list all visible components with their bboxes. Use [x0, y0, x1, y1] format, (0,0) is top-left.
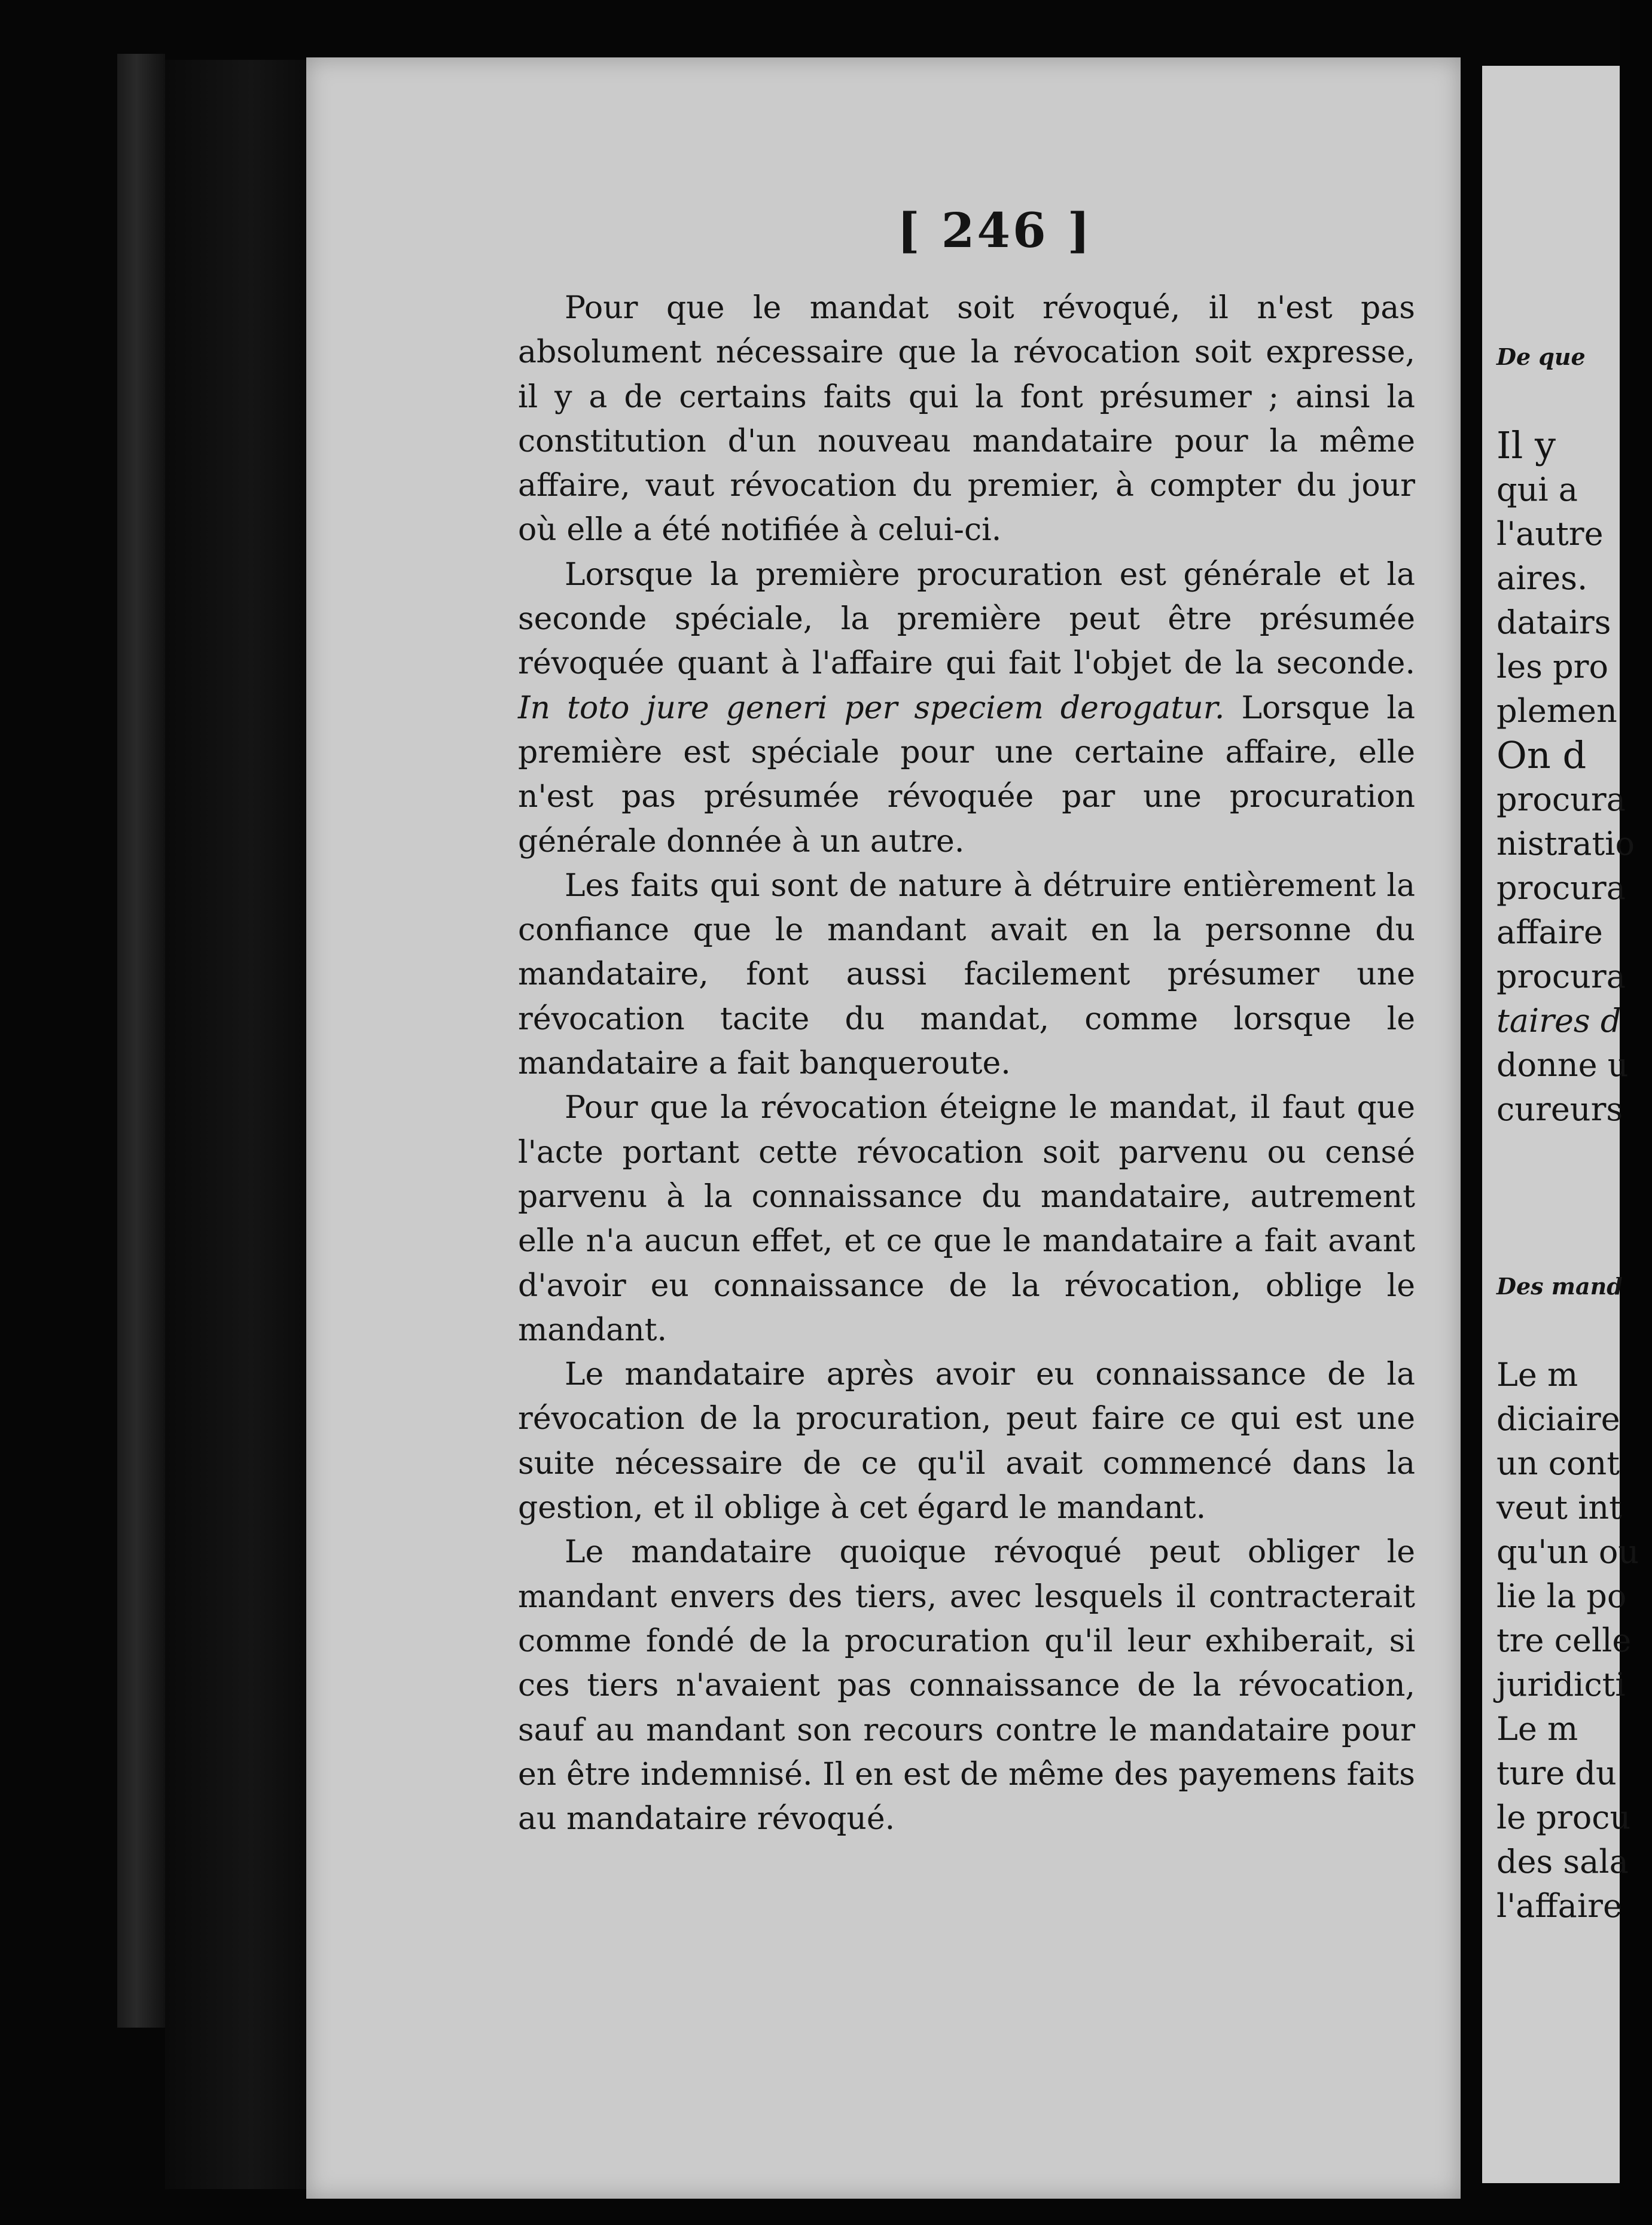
- facing-line: aires.: [1496, 559, 1588, 597]
- facing-line: Il y: [1496, 423, 1556, 467]
- paragraph-2-text-after: Lorsque la première est spéciale pour une certaine affaire, elle n'est pas présumée révoquée par une procuration générale donnée à un autre.: [518, 690, 1415, 859]
- facing-line: [1496, 1220, 1652, 1264]
- facing-line: cureurs: [1496, 1090, 1623, 1128]
- facing-line: nistratio: [1496, 825, 1635, 862]
- facing-line: [1496, 1132, 1652, 1176]
- facing-line: plemen: [1496, 692, 1617, 730]
- facing-line: Des mand: [1496, 1273, 1623, 1300]
- paragraph-1: Pour que le mandat soit révoqué, il n'est pas absolument nécessaire que la révocation soit expresse, il y a de certains faits qui la font présumer ; ainsi la constitution d'un nouveau mandataire pour la même affaire, vaut révocation du premier, à compter du jour où elle a été notifiée à celui-ci.: [518, 290, 1415, 548]
- paragraph-2: [518, 553, 1415, 864]
- facing-line: un cont: [1496, 1444, 1620, 1482]
- facing-line: le procu: [1496, 1799, 1631, 1836]
- facing-line: affaire: [1496, 913, 1603, 951]
- facing-line: tre celle: [1496, 1621, 1632, 1659]
- facing-line: Le m: [1496, 1710, 1578, 1748]
- facing-line: Le m: [1496, 1356, 1578, 1394]
- facing-line: les pro: [1496, 648, 1608, 685]
- facing-line: [1496, 1176, 1652, 1220]
- facing-line: procura: [1496, 958, 1626, 995]
- facing-line: l'affaire: [1496, 1887, 1622, 1925]
- facing-line: veut int: [1496, 1489, 1622, 1526]
- paragraph-6: Le mandataire quoique révoqué peut obliger le mandant envers des tiers, avec lesquels il contracterait comme fondé de la procuration qu'il leur exhiberait, si ces tiers n'avaient pas connaissance de la révocation, sauf au mandant son recours contre le mandataire pour en être indemnisé. Il en est de même des payemens faits au mandataire révoqué.: [518, 1534, 1415, 1837]
- facing-line: On d: [1496, 733, 1587, 777]
- paragraph-2-text-before: Lorsque la première procuration est générale et la seconde spéciale, la première peut être présumée révoquée quant à l'affaire qui fait l'objet de la seconde.: [518, 556, 1415, 682]
- facing-line: procura: [1496, 869, 1626, 907]
- facing-line: taires d: [1496, 1002, 1621, 1040]
- page-number: [ 246 ]: [897, 202, 1093, 258]
- paragraph-4: Pour que la révocation éteigne le mandat, il faut que l'acte portant cette révocation soit parvenu ou censé parvenu à la connaissance du mandataire, autrement elle n'a aucun effet, et ce que le mandataire a fait avant d'avoir eu connaissance de la révocation, oblige le mandant.: [518, 1090, 1415, 1348]
- paragraph-3: Les faits qui sont de nature à détruire entièrement la confiance que le mandant avait en la personne du mandataire, font aussi facilement présumer une révocation tacite du mandat, comme lorsque le mandataire a fait banqueroute.: [518, 867, 1415, 1082]
- facing-line: datairs: [1496, 604, 1611, 641]
- facing-line: ture du: [1496, 1754, 1617, 1792]
- facing-line: donne u: [1496, 1046, 1629, 1084]
- facing-line: procura: [1496, 781, 1626, 818]
- latin-maxim: In toto jure generi per speciem derogatur.: [518, 690, 1225, 726]
- facing-line: l'autre: [1496, 515, 1604, 553]
- facing-line: lie la po: [1496, 1577, 1627, 1615]
- facing-line: De que: [1496, 343, 1586, 370]
- main-text-block: [518, 286, 1415, 1841]
- facing-line: [1496, 379, 1652, 423]
- facing-line: qu'un ou: [1496, 1533, 1639, 1571]
- facing-line: diciaire: [1496, 1400, 1620, 1438]
- facing-line: [1496, 1309, 1652, 1353]
- facing-line: qui a: [1496, 471, 1578, 508]
- facing-line: des sala: [1496, 1843, 1629, 1880]
- facing-page-text: [1496, 335, 1652, 1928]
- book-gutter: [165, 60, 309, 2189]
- paragraph-5: Le mandataire après avoir eu connaissance de la révocation de la procuration, peut faire ce qui est une suite nécessaire de ce qu'il avait commencé dans la gestion, et il oblige à cet égard le mandant.: [518, 1357, 1415, 1526]
- left-edge-strip: [117, 54, 165, 2028]
- facing-line: juridicti: [1496, 1666, 1626, 1703]
